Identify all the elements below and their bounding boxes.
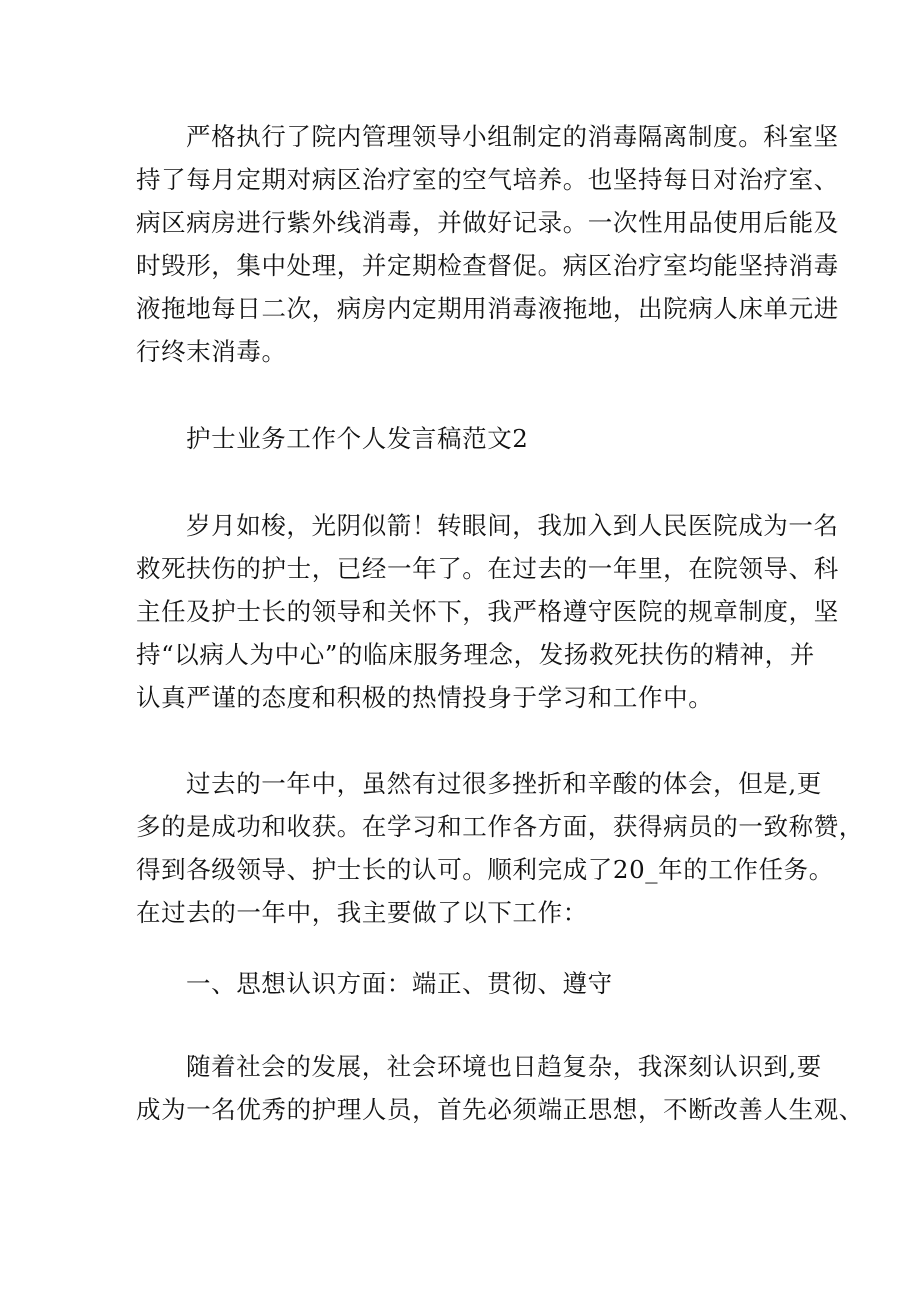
text-line: 在过去的一年中，我主要做了以下工作： <box>136 898 588 927</box>
section-thought <box>136 962 796 1005</box>
text-line: 多的是成功和收获。在学习和工作各方面，获得病员的一致称赞， <box>136 812 864 841</box>
text-line: 岁月如梭，光阴似箭！转眼间，我加入到人民医院成为一名 <box>186 511 839 540</box>
text-line: 病区病房进行紫外线消毒，并做好记录。一次性用品使用后能及 <box>136 208 839 237</box>
paragraph-society <box>136 1045 864 1131</box>
heading-text: 护士业务工作个人发言稿范文2 <box>186 424 529 453</box>
section-title: 一、思想认识方面：端正、贯彻、遵守 <box>186 969 613 998</box>
text-line: 得到各级领导、护士长的认可。顺利完成了20_年的工作任务。 <box>136 855 834 884</box>
paragraph-past-year <box>136 762 864 934</box>
text-line: 成为一名优秀的护理人员，首先必须端正思想，不断改善人生观、 <box>136 1095 864 1124</box>
text-line: 主任及护士长的领导和关怀下，我严格遵守医院的规章制度，坚 <box>136 597 839 626</box>
text-line: 持了每月定期对病区治疗室的空气培养。也坚持每日对治疗室、 <box>136 165 839 194</box>
text-line: 严格执行了院内管理领导小组制定的消毒隔离制度。科室坚 <box>186 122 839 151</box>
text-line: 行终末消毒。 <box>136 337 287 366</box>
paragraph-disinfection <box>136 115 839 373</box>
text-line: 认真严谨的态度和积极的热情投身于学习和工作中。 <box>136 683 714 712</box>
text-line: 持“以病人为中心”的临床服务理念，发扬救死扶伤的精神，并 <box>136 640 815 669</box>
section-heading <box>136 417 796 460</box>
text-line: 随着社会的发展，社会环境也日趋复杂，我深刻认识到,要 <box>186 1052 822 1081</box>
text-line: 时毁形，集中处理，并定期检查督促。病区治疗室均能坚持消毒 <box>136 251 839 280</box>
text-line: 液拖地每日二次，病房内定期用消毒液拖地，出院病人床单元进 <box>136 294 839 323</box>
paragraph-intro <box>136 504 839 719</box>
text-line: 救死扶伤的护士，已经一年了。在过去的一年里，在院领导、科 <box>136 554 839 583</box>
text-line: 过去的一年中，虽然有过很多挫折和辛酸的体会，但是,更 <box>186 769 822 798</box>
